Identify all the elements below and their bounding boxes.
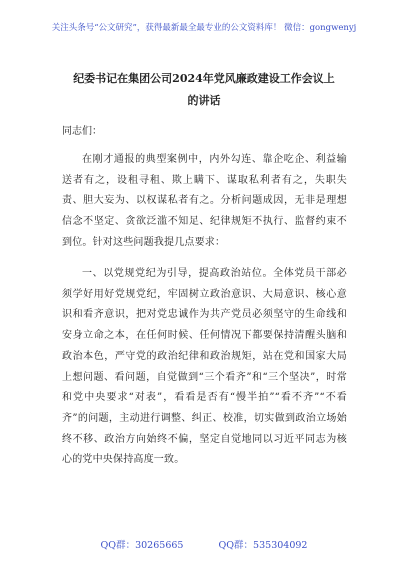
document-title: 纪委书记在集团公司2024年党风廉政建设工作会议上的讲话 — [73, 72, 335, 107]
header-promo-note: 关注头条号“公文研究”，获得最新最全最专业的公文资料库！ 微信：gongwenyj — [51, 23, 357, 33]
salutation: 同志们： — [62, 126, 102, 137]
footer-qq-group-1: QQ群：30265665 — [100, 540, 184, 551]
footer-contacts — [0, 537, 408, 551]
footer-qq-group-2: QQ群：535304092 — [218, 540, 308, 551]
body-paragraph-2: 一、以党规党纪为引导，提高政治站位。全体党员干部必须学好用好党规党纪，牢固树立政治意识、大局意识、核心意识和看齐意识，把对党忠诚作为共产党员必须坚守的生命线和安身立命之本，在任何时候、任何情况下都要保持清醒头脑和政治本色，严守党的政治纪律和政治规矩，站在党和国家大局上想问题、看问题，自觉做到“三个看齐”和“三个坚决”，时常和党中央要求“对表”，看看是否有“慢半拍”“看不齐”“不看齐”的问题，主动进行调整、纠正、校准，切实做到政治立场始终不移、政治方向始终不偏，坚定自觉地同以习近平同志为核心的党中央保持高度一致。 — [62, 268, 347, 466]
body-paragraph-1: 在刚才通报的典型案例中，内外勾连、靠企吃企、利益输送者有之，设租寻租、欺上瞒下、谋取私利者有之，失职失责、胆大妄为、以权谋私者有之。分析问题成因，无非是理想信念不坚定、贪欲泛滥不知足、纪律规矩不执行、监督约束不到位。针对这些问题我提几点要求： — [62, 154, 347, 248]
